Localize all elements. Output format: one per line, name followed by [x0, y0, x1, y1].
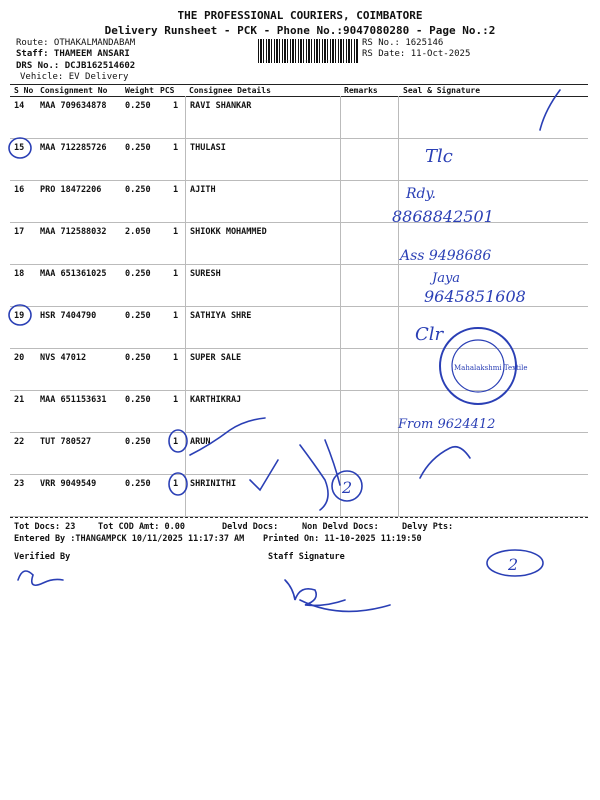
cell-weight: 0.250: [125, 143, 151, 153]
circle-mark-22: [169, 430, 187, 452]
handwriting-row15: Tlc: [425, 146, 453, 167]
cell-consignment: NVS 47012: [40, 353, 87, 363]
runsheet-subtitle: Delivery Runsheet - PCK - Phone No.:9047080280 - Page No.:2: [104, 24, 496, 37]
cell-consignment: HSR 7404790: [40, 311, 97, 321]
staff-label: Staff: THAMEEM ANSARI: [16, 49, 130, 59]
cell-weight: 0.250: [125, 101, 151, 111]
signature-scribble-14: [540, 90, 560, 130]
cell-sno: 19: [14, 311, 25, 321]
delivered-docs: Delvd Docs:: [222, 522, 279, 532]
signature-scribble-22: [190, 418, 265, 455]
non-delivered-docs: Non Delvd Docs:: [302, 522, 379, 532]
handwriting-row16-phone: 8868842501: [392, 207, 494, 226]
cell-consignee: THULASI: [190, 143, 226, 153]
rs-date: RS Date: 11-Oct-2025: [362, 49, 471, 59]
cell-consignment: MAA 712588032: [40, 227, 107, 237]
cell-sno: 21: [14, 395, 25, 405]
cell-consignee: AJITH: [190, 185, 216, 195]
circle-mark-15: [9, 138, 31, 158]
col-remarks: Remarks: [344, 86, 378, 95]
cell-consignment: VRR 9049549: [40, 479, 97, 489]
total-docs: Tot Docs: 23: [14, 522, 76, 532]
cell-consignee: RAVI SHANKAR: [190, 101, 252, 111]
handwriting-row21: From 9624412: [398, 417, 496, 432]
cell-consignment: TUT 780527: [40, 437, 92, 447]
printed-on: Printed On: 11-10-2025 11:19:50: [263, 534, 422, 544]
drs-number: DRS No.: DCJB162514602: [16, 61, 136, 71]
cell-consignment: PRO 18472206: [40, 185, 102, 195]
circle-mark-19: [9, 305, 31, 325]
cell-sno: 17: [14, 227, 25, 237]
vehicle-label: Vehicle: EV Delivery: [20, 72, 129, 82]
cell-pcs: 1: [173, 227, 179, 237]
col-seal: Seal & Signature: [403, 86, 481, 95]
cell-pcs: 1: [173, 269, 179, 279]
circle-mark-23: [169, 473, 187, 495]
cell-weight: 0.250: [125, 479, 151, 489]
cell-consignment: MAA 712285726: [40, 143, 107, 153]
stamp-text: Mahalakshmi Textile: [454, 364, 528, 372]
cell-sno: 23: [14, 479, 25, 489]
cell-consignee: SATHIYA SHRE: [190, 311, 252, 321]
cell-pcs: 1: [173, 437, 179, 447]
cell-sno: 15: [14, 143, 25, 153]
cell-consignee: ARUN: [190, 437, 211, 447]
verified-by-label: Verified By: [14, 552, 71, 562]
cell-consignment: MAA 651361025: [40, 269, 107, 279]
col-weight: Weight: [125, 86, 154, 95]
cell-sno: 20: [14, 353, 25, 363]
col-consignee: Consignee Details: [189, 86, 271, 95]
cell-sno: 16: [14, 185, 25, 195]
handwriting-row16-name: Rdy.: [406, 186, 437, 202]
rs-number: RS No.: 1625146: [362, 38, 444, 48]
cell-weight: 2.050: [125, 227, 151, 237]
delivery-points: Delvy Pts:: [402, 522, 454, 532]
handwriting-row23-mark: 2: [342, 478, 353, 497]
cell-sno: 14: [14, 101, 25, 111]
cell-consignee: SHRINITHI: [190, 479, 237, 489]
cell-consignment: MAA 709634878: [40, 101, 107, 111]
col-pcs: PCS: [160, 86, 175, 95]
col-consignment: Consignment No: [40, 86, 108, 95]
handwriting-row18-phone: 9645851608: [424, 287, 526, 306]
staff-signature-label: Staff Signature: [268, 552, 345, 562]
cell-weight: 0.250: [125, 395, 151, 405]
cell-pcs: 1: [173, 395, 179, 405]
handwriting-row18-name: Jaya: [432, 271, 461, 286]
col-sno: S No: [14, 86, 34, 95]
cell-consignment: MAA 651153631: [40, 395, 107, 405]
cell-pcs: 1: [173, 353, 179, 363]
cell-pcs: 1: [173, 101, 179, 111]
cell-sno: 18: [14, 269, 25, 279]
cell-pcs: 1: [173, 479, 179, 489]
cell-consignee: KARTHIKRAJ: [190, 395, 242, 405]
cell-pcs: 1: [173, 185, 179, 195]
handwriting-row19: Clr: [415, 324, 444, 345]
cell-weight: 0.250: [125, 185, 151, 195]
handwriting-row17: Ass 9498686: [400, 248, 492, 264]
handwriting-bottom-mark: 2: [508, 555, 519, 574]
total-cod: Tot COD Amt: 0.00: [98, 522, 185, 532]
signature-scribble-23: [420, 447, 470, 478]
cell-consignee: SUPER SALE: [190, 353, 242, 363]
cell-pcs: 1: [173, 311, 179, 321]
cell-weight: 0.250: [125, 269, 151, 279]
company-title: THE PROFESSIONAL COURIERS, COIMBATORE: [177, 9, 423, 22]
staff-signature: [285, 580, 345, 605]
check-mark-23: [250, 460, 278, 490]
route-label: Route: OTHAKALMANDABAM: [16, 38, 136, 48]
cell-consignee: SHIOKK MOHAMMED: [190, 227, 267, 237]
cell-weight: 0.250: [125, 353, 151, 363]
cell-weight: 0.250: [125, 437, 151, 447]
verified-signature: [18, 571, 63, 585]
cell-sno: 22: [14, 437, 25, 447]
cell-consignee: SURESH: [190, 269, 221, 279]
cell-weight: 0.250: [125, 311, 151, 321]
entered-by: Entered By :THANGAMPCK 10/11/2025 11:17:37 AM: [14, 534, 245, 544]
cell-pcs: 1: [173, 143, 179, 153]
